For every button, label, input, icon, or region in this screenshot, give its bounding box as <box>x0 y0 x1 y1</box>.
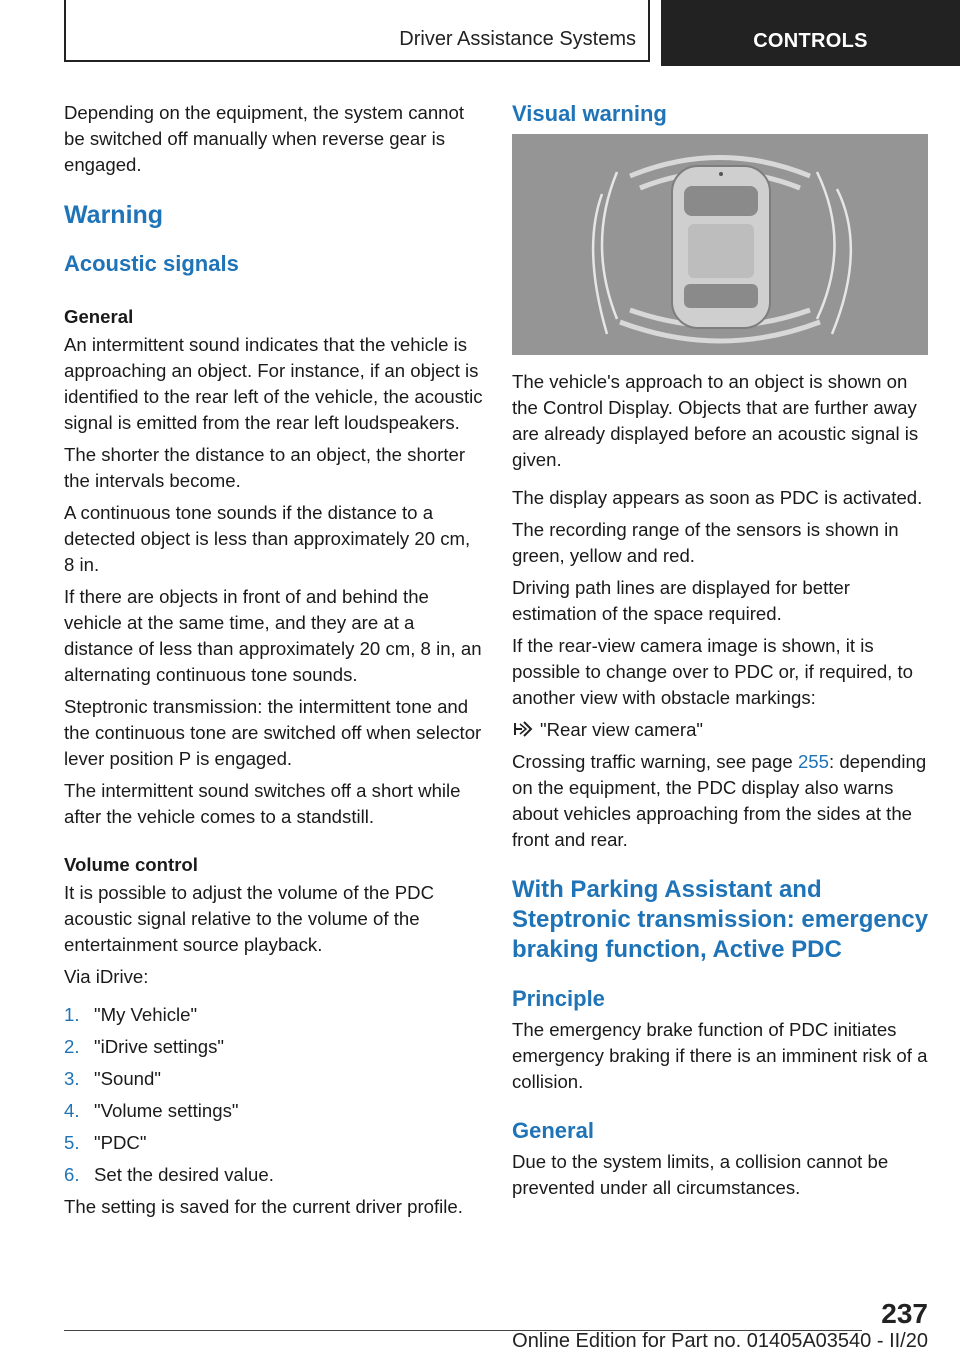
list-item: 5. "PDC" <box>64 1132 147 1153</box>
visual-paragraph: The vehicle's approach to an object is shown on the Control Display. Objects that are further away are already displayed before an acoustic signal is given. <box>512 371 919 470</box>
page-link[interactable]: 255 <box>797 751 829 772</box>
idrive-steps-list <box>64 1002 484 1188</box>
camera-item-label: "Rear view camera" <box>540 719 704 740</box>
header-section-tab <box>64 0 650 62</box>
visual-paragraph: Driving path lines are displayed for better estimation of the space required. <box>512 577 850 624</box>
list-item: 1. "My Vehicle" <box>64 1004 198 1025</box>
volume-control-subheading: Volume control <box>64 854 198 875</box>
footer-edition: Online Edition for Part no. 01405A03540 - II/20 <box>512 1330 928 1352</box>
parking-assistant-heading: With Parking Assistant and Steptronic transmission: emergency braking function, Active PDC <box>512 876 929 963</box>
volume-paragraph: Via iDrive: <box>64 966 149 987</box>
header-chapter-title: CONTROLS <box>753 30 868 52</box>
general-paragraph: If there are objects in front of and behind the vehicle at the same time, and they are at a distance of less than approximately 20 cm, 8 in, an alternating continuous tone sounds. <box>64 586 482 685</box>
page-number: 237 <box>881 1298 928 1329</box>
header-chapter-tab <box>661 0 960 66</box>
general-paragraph: Due to the system limits, a collision cannot be prevented under all circumstances. <box>512 1151 889 1198</box>
list-item: 3. "Sound" <box>64 1068 161 1089</box>
general-paragraph: An intermittent sound indicates that the vehicle is approaching an object. For instance, if an object is identified to the rear left of the vehicle, the acoustic signal is emitted from the rear left loudspeakers. <box>64 334 483 433</box>
volume-paragraph: It is possible to adjust the volume of the PDC acoustic signal relative to the volume of the entertainment source playback. <box>64 882 434 955</box>
list-item: 4. "Volume settings" <box>64 1100 239 1121</box>
visual-paragraph: The display appears as soon as PDC is activated. <box>512 487 923 508</box>
list-item: 6. Set the desired value. <box>64 1164 274 1185</box>
visual-warning-heading: Visual warning <box>512 101 667 126</box>
visual-paragraph: The recording range of the sensors is shown in green, yellow and red. <box>512 519 899 566</box>
left-column <box>64 100 484 1226</box>
general-subheading: General <box>64 306 134 327</box>
page-header <box>64 0 960 66</box>
general-heading: General <box>512 1118 594 1143</box>
acoustic-signals-heading: Acoustic signals <box>64 251 239 276</box>
principle-paragraph: The emergency brake function of PDC initiates emergency braking if there is an imminent risk of a collision. <box>512 1019 928 1092</box>
general-paragraph: The intermittent sound switches off a short while after the vehicle comes to a standstill. <box>64 780 461 827</box>
rear-view-camera-icon <box>512 719 534 739</box>
header-section-title: Driver Assistance Systems <box>399 28 636 50</box>
warning-heading: Warning <box>64 201 164 229</box>
general-paragraph: A continuous tone sounds if the distance to a detected object is less than approximately 20 cm, 8 in. <box>64 502 471 575</box>
camera-menu-item <box>512 717 932 743</box>
volume-paragraph: The setting is saved for the current driver profile. <box>64 1196 463 1217</box>
crossing-traffic-paragraph: Crossing traffic warning, see page 255: depending on the equipment, the PDC display also warns about vehicles approaching from the sides at the front and rear. <box>512 751 927 850</box>
principle-heading: Principle <box>512 986 605 1011</box>
general-paragraph: Steptronic transmission: the intermittent tone and the continuous tone are switched off when selector lever position P is engaged. <box>64 696 482 769</box>
list-item: 2. "iDrive settings" <box>64 1036 224 1057</box>
visual-paragraph: If the rear-view camera image is shown, it is possible to change over to PDC or, if required, to another view with obstacle markings: <box>512 635 914 708</box>
pdc-display-figure <box>512 134 928 355</box>
right-column <box>512 100 932 1207</box>
pdc-display-illustration <box>512 134 928 355</box>
general-paragraph: The shorter the distance to an object, the shorter the intervals become. <box>64 444 466 491</box>
intro-paragraph: Depending on the equipment, the system cannot be switched off manually when reverse gear is engaged. <box>64 102 465 175</box>
